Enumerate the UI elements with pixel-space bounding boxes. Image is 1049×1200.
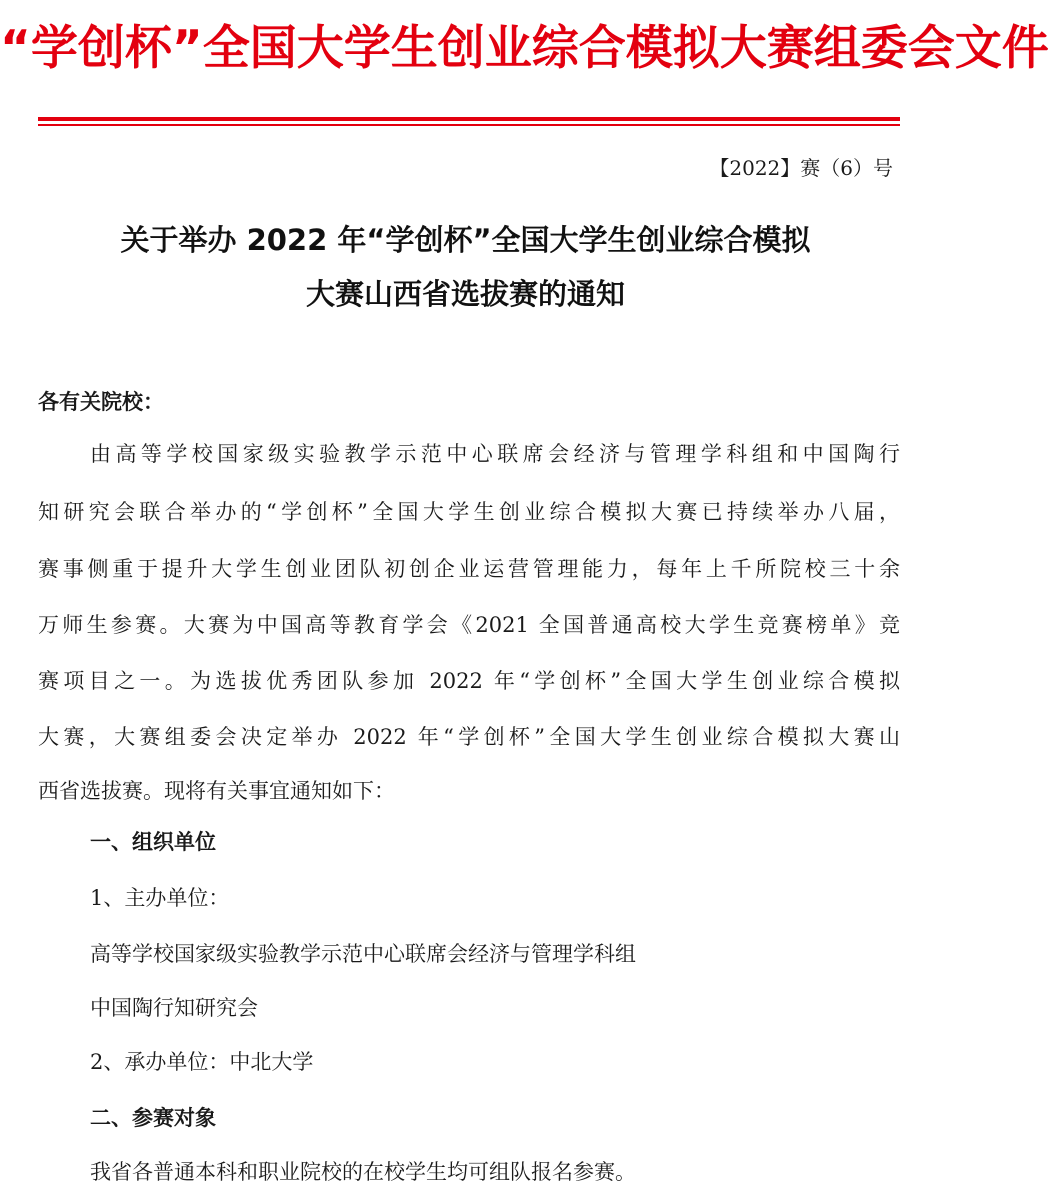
host-units-label: 1、主办单位： (90, 886, 230, 910)
notice-title-line-2: 大赛山西省选拔赛的通知 (305, 277, 625, 311)
intro-line: 知研究会联合举办的“学创杯”全国大学生创业综合模拟大赛已持续举办八届， (38, 500, 900, 524)
header-rule-thin (38, 124, 900, 126)
intro-line: 赛项目之一。为选拔优秀团队参加 2022 年“学创杯”全国大学生创业综合模拟 (38, 669, 900, 693)
intro-line: 赛事侧重于提升大学生创业团队初创企业运营管理能力，每年上千所院校三十余 (38, 557, 900, 581)
co-organizer-line: 2、承办单位：中北大学 (90, 1050, 314, 1074)
document-header-title: “学创杯”全国大学生创业综合模拟大赛组委会文件 (0, 21, 1049, 76)
intro-line: 西省选拔赛。现将有关事宜通知如下： (38, 779, 395, 803)
intro-line: 由高等学校国家级实验教学示范中心联席会经济与管理学科组和中国陶行 (90, 442, 900, 466)
document-number: 【2022】赛（6）号 (709, 156, 893, 180)
notice-title-line-1: 关于举办 2022 年“学创杯”全国大学生创业综合模拟 (120, 223, 811, 257)
intro-line: 大赛，大赛组委会决定举办 2022 年“学创杯”全国大学生创业综合模拟大赛山 (38, 725, 900, 749)
salutation: 各有关院校： (38, 390, 164, 414)
section-heading-organizers: 一、组织单位 (90, 830, 216, 854)
intro-line: 万师生参赛。大赛为中国高等教育学会《2021 全国普通高校大学生竞赛榜单》竞 (38, 613, 900, 637)
organizer-item: 中国陶行知研究会 (90, 996, 258, 1020)
participants-text: 我省各普通本科和职业院校的在校学生均可组队报名参赛。 (90, 1160, 636, 1184)
header-rule-thick (38, 117, 900, 121)
organizer-item: 高等学校国家级实验教学示范中心联席会经济与管理学科组 (90, 942, 636, 966)
section-heading-participants: 二、参赛对象 (90, 1106, 216, 1130)
